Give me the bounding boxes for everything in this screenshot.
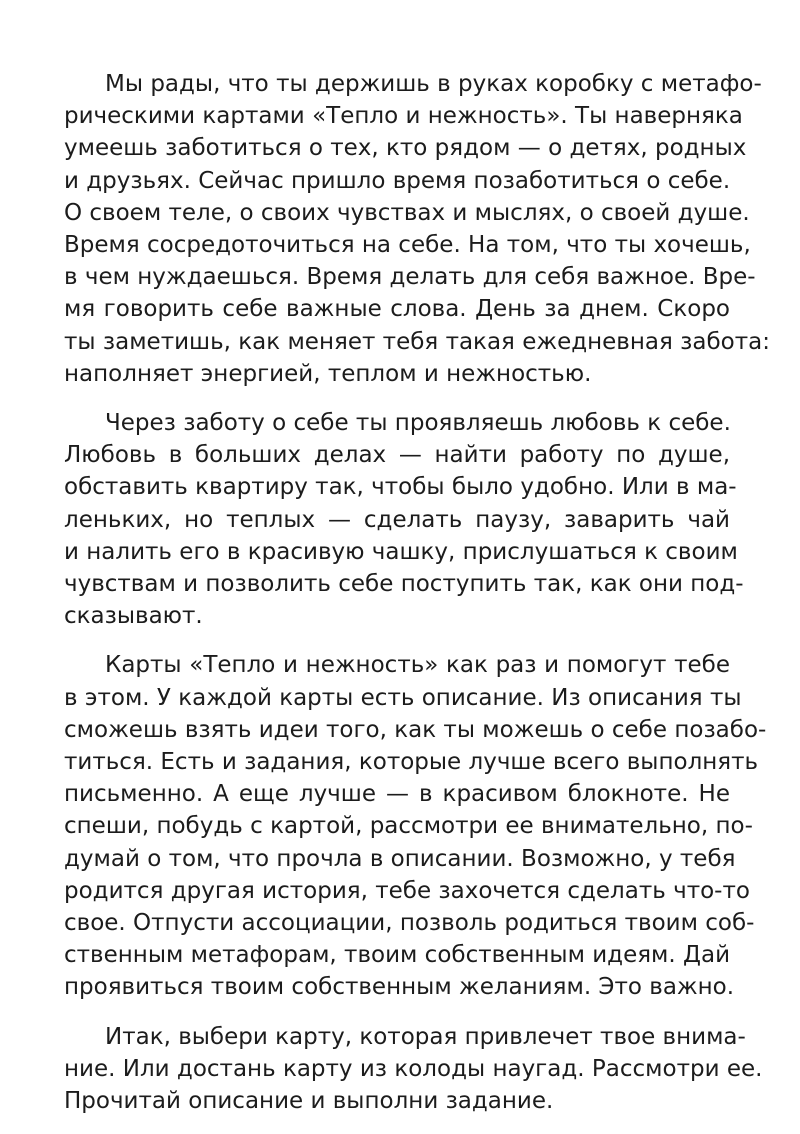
paragraph-cards xyxy=(64,649,767,1003)
text-line: Итак, выбери карту, которая привлечет твое внима- xyxy=(105,1023,746,1050)
text-line: ние. Или достань карту из колоды наугад. Рассмотри ее. xyxy=(64,1055,763,1082)
text-line: умеешь заботиться о тех, кто рядом — о детях, родных xyxy=(64,135,747,162)
text-line: в чем нуждаешься. Время делать для себя важное. Вре- xyxy=(64,264,756,291)
text-line: Мы рады, что ты держишь в руках коробку с метафо- xyxy=(105,71,762,97)
text-line: сказывают. xyxy=(64,603,203,630)
text-line: и налить его в красивую чашку, прислушаться к своим xyxy=(64,538,738,565)
text-line: сможешь взять идеи того, как ты можешь о себе позабо- xyxy=(64,716,767,743)
text-line: Через заботу о себе ты проявляешь любовь к себе. xyxy=(105,410,731,437)
text-line: Прочитай описание и выполни задание. xyxy=(64,1088,554,1115)
text-line: и друзьях. Сейчас пришло время позаботиться о себе. xyxy=(64,167,731,194)
text-line: обставить квартиру так, чтобы было удобно. Или в ма- xyxy=(64,474,737,501)
text-line: ты заметишь, как меняет тебя такая ежедневная забота: xyxy=(64,328,770,355)
text-line: титься. Есть и задания, которые лучше всего выполнять xyxy=(64,749,759,776)
text-line: Любовь в больших делах — найти работу по душе, xyxy=(64,442,730,469)
text-line: рическими картами «Тепло и нежность». Ты наверняка xyxy=(64,103,743,130)
paragraph-choose-card xyxy=(64,1021,763,1118)
paragraph-intro xyxy=(64,68,770,390)
text-line: Время сосредоточиться на себе. На том, что ты хочешь, xyxy=(64,232,751,259)
text-line: проявиться твоим собственным желаниям. Это важно. xyxy=(64,974,735,1001)
text-line: чувствам и позволить себе поступить так, как они под- xyxy=(64,571,744,598)
text-line: в этом. У каждой карты есть описание. Из описания ты xyxy=(64,684,742,711)
text-line: О своем теле, о своих чувствах и мыслях, о своей душе. xyxy=(64,199,750,226)
text-line: родится другая история, тебе захочется сделать что-то xyxy=(64,877,750,904)
text-line: письменно. А еще лучше — в красивом блокноте. Не xyxy=(64,781,730,808)
text-line: Карты «Тепло и нежность» как раз и помогут тебе xyxy=(105,652,730,679)
text-line: леньких, но теплых — сделать паузу, заварить чай xyxy=(64,506,730,533)
text-line: думай о том, что прочла в описании. Возможно, у тебя xyxy=(64,845,736,872)
text-line: мя говорить себе важные слова. День за днем. Скоро xyxy=(64,296,730,323)
text-line: свое. Отпусти ассоциации, позволь родиться твоим соб- xyxy=(64,910,755,937)
paragraph-self-care xyxy=(64,407,744,632)
text-line: наполняет энергией, теплом и нежностью. xyxy=(64,360,592,387)
text-line: спеши, побудь с картой, рассмотри ее внимательно, по- xyxy=(64,813,753,840)
text-line: ственным метафорам, твоим собственным идеям. Дай xyxy=(64,942,731,969)
document-page xyxy=(64,68,770,1134)
